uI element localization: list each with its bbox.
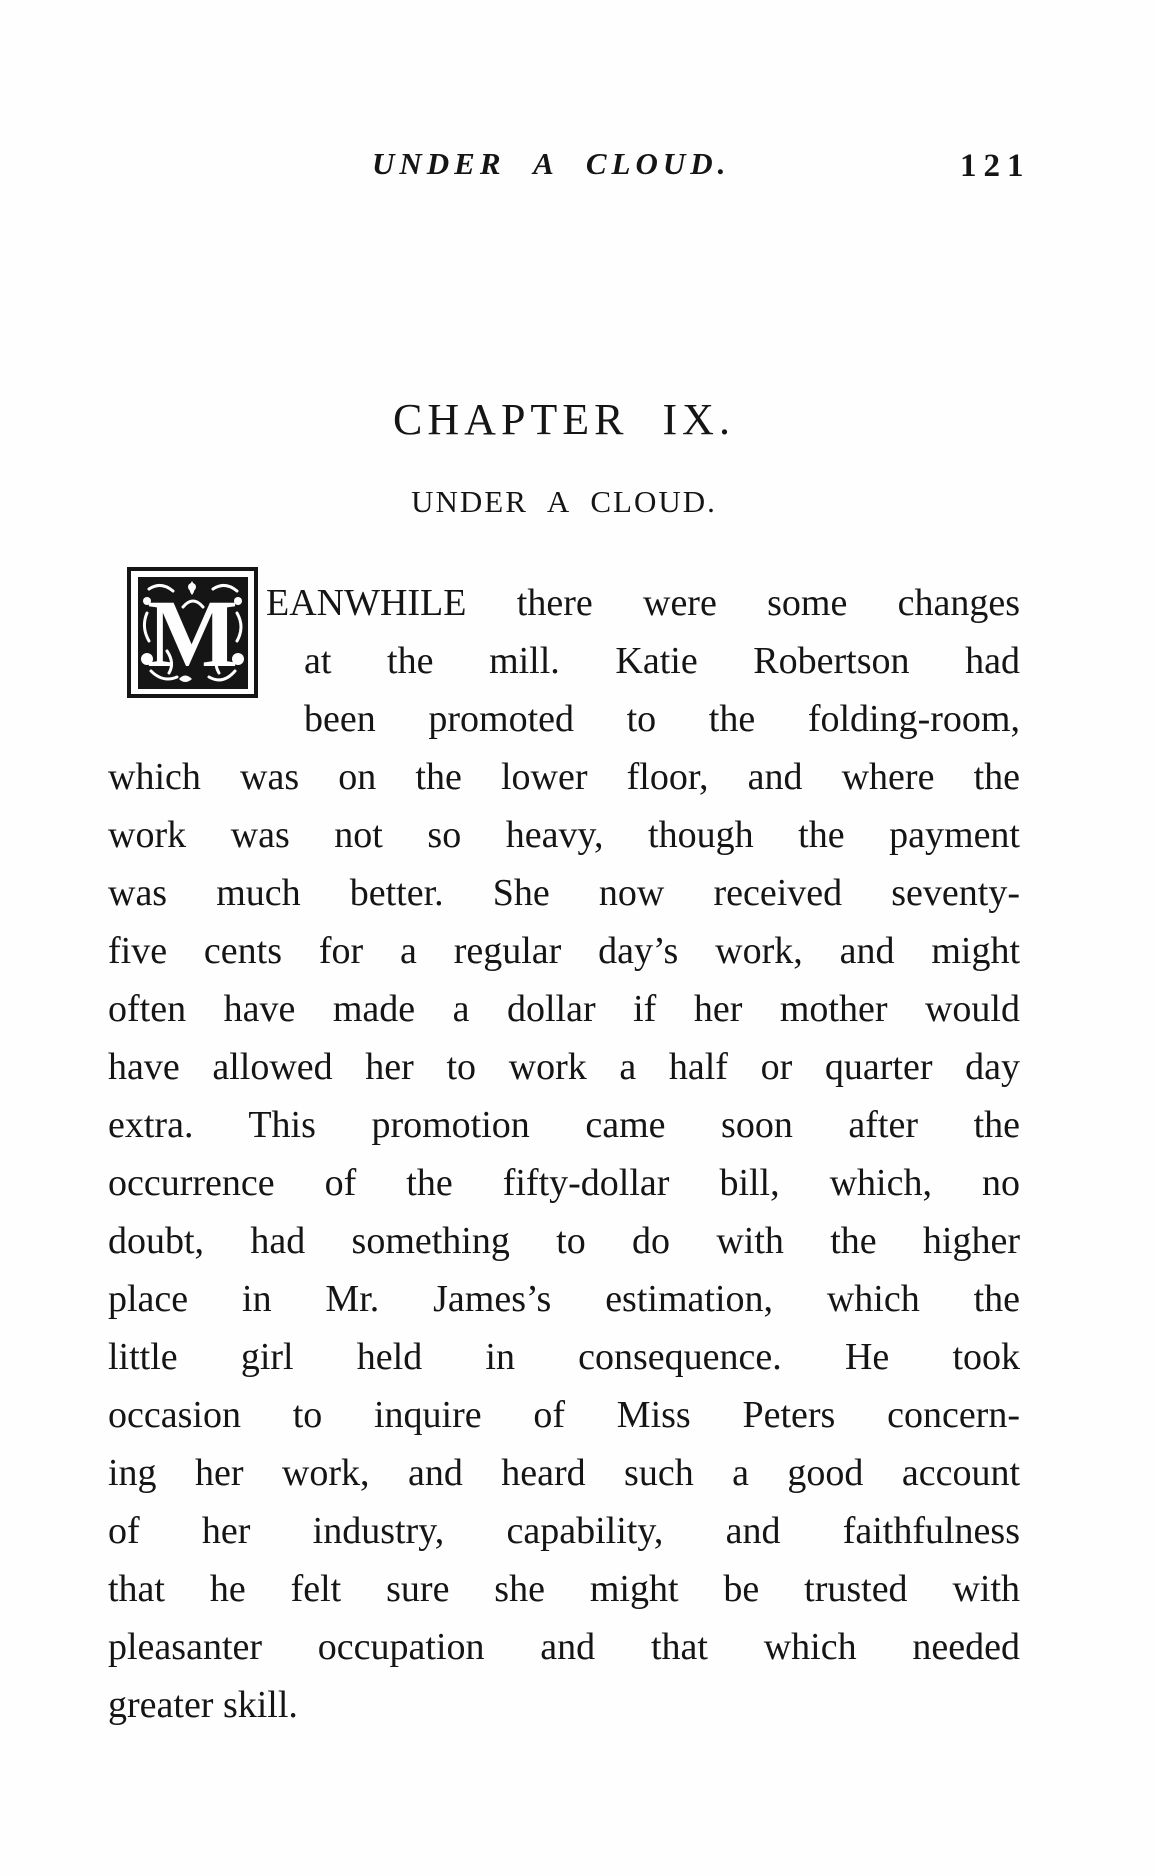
body-line: pleasanter occupation and that which needed — [108, 1626, 1020, 1668]
body-line: EANWHILE there were some changes — [266, 582, 1020, 624]
running-header-title: UNDER A CLOUD. — [372, 146, 731, 181]
body-line: at the mill. Katie Robertson had — [304, 640, 1020, 682]
chapter-heading: CHAPTER IX. — [393, 395, 735, 444]
page-number: 121 — [960, 148, 1031, 184]
body-line: occurrence of the fifty-dollar bill, which, no — [108, 1162, 1020, 1204]
chapter-subtitle: UNDER A CLOUD. — [411, 484, 717, 519]
body-paragraph — [108, 574, 1020, 1734]
body-line: which was on the lower floor, and where the — [108, 756, 1020, 798]
body-line: extra. This promotion came soon after the — [108, 1104, 1020, 1146]
body-line: doubt, had something to do with the higher — [108, 1220, 1020, 1262]
body-line: ing her work, and heard such a good account — [108, 1452, 1020, 1494]
body-line: of her industry, capability, and faithfulness — [108, 1510, 1020, 1552]
body-line: greater skill. — [108, 1684, 298, 1726]
body-line: little girl held in consequence. He took — [108, 1336, 1020, 1378]
body-line: place in Mr. James’s estimation, which the — [108, 1278, 1020, 1320]
body-line: five cents for a regular day’s work, and might — [108, 930, 1020, 972]
svg-text:M: M — [147, 580, 238, 687]
body-line: work was not so heavy, though the payment — [108, 814, 1020, 856]
body-line: have allowed her to work a half or quarter day — [108, 1046, 1020, 1088]
body-line: been promoted to the folding-room, — [304, 698, 1020, 740]
body-line: that he felt sure she might be trusted with — [108, 1568, 1020, 1610]
body-line: was much better. She now received seventy- — [108, 872, 1020, 914]
body-line: occasion to inquire of Miss Peters concern- — [108, 1394, 1020, 1436]
body-line: often have made a dollar if her mother would — [108, 988, 1020, 1030]
